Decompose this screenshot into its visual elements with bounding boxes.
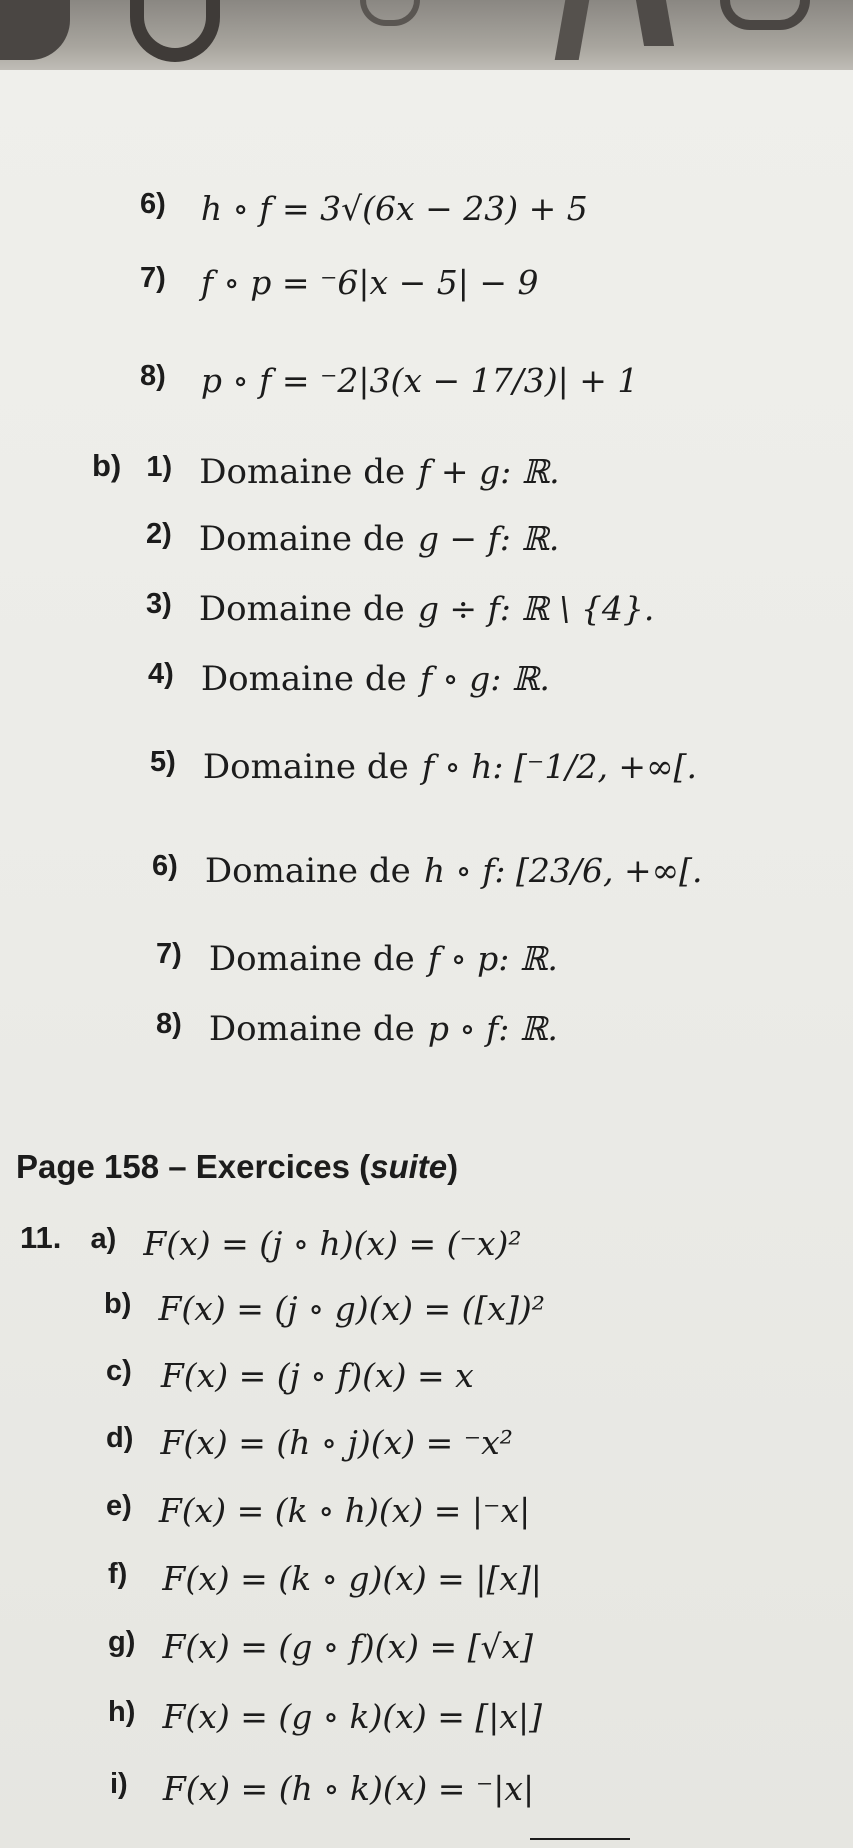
answer-line — [106, 1490, 531, 1530]
math-expression: F(x) = (k ∘ g)(x) = |[x]| — [162, 1559, 542, 1598]
math-expression: p ∘ f = ⁻2|3(x − 17/3)| + 1 — [200, 361, 639, 400]
answer-line — [20, 1220, 522, 1263]
math-expression: g − f: ℝ. — [417, 519, 560, 558]
item-label: c) — [106, 1355, 132, 1387]
background-shape — [555, 0, 590, 60]
domain-text: Domaine de — [202, 746, 409, 787]
background-shape — [130, 0, 220, 62]
answer-line — [156, 1008, 558, 1049]
item-label: 3) — [146, 588, 172, 620]
item-label: 6) — [152, 850, 178, 882]
item-label: 7) — [156, 938, 182, 970]
part-label: b) — [92, 448, 122, 483]
answer-line — [106, 1422, 513, 1462]
exercise-number: 11. — [20, 1220, 62, 1255]
math-expression: f ∘ g: ℝ. — [419, 659, 550, 698]
item-label: i) — [110, 1768, 128, 1800]
domain-text: Domaine de — [198, 588, 405, 629]
answer-line — [140, 262, 539, 302]
item-label: 4) — [148, 658, 174, 690]
answer-line — [110, 1768, 535, 1808]
answer-line — [108, 1626, 533, 1666]
answer-line — [146, 518, 560, 559]
background-shape — [720, 0, 810, 30]
item-label: a) — [90, 1223, 117, 1255]
item-label: f) — [108, 1558, 128, 1590]
math-expression: F(x) = (j ∘ f)(x) = x — [160, 1356, 474, 1395]
heading-italic-text: suite — [370, 1148, 448, 1185]
domain-text: Domaine de — [198, 518, 405, 559]
answer-line — [108, 1696, 542, 1736]
math-expression: F(x) = (j ∘ g)(x) = ([x])² — [158, 1289, 545, 1328]
math-expression: F(x) = (k ∘ h)(x) = |⁻x| — [158, 1491, 531, 1530]
answer-line — [148, 658, 550, 699]
item-label: e) — [106, 1490, 132, 1522]
math-expression: f + g: ℝ. — [418, 452, 560, 491]
item-label: 2) — [146, 518, 172, 550]
math-expression: p ∘ f: ℝ. — [427, 1009, 558, 1048]
domain-text: Domaine de — [199, 451, 406, 492]
math-expression: g ÷ f: ℝ \ {4}. — [417, 589, 655, 628]
item-label: d) — [106, 1422, 134, 1454]
heading-text-end: ) — [447, 1148, 459, 1185]
answer-line — [108, 1558, 542, 1598]
answer-line — [92, 448, 560, 492]
item-label: 5) — [150, 746, 176, 778]
answer-line — [106, 1355, 474, 1395]
domain-text: Domaine de — [204, 850, 411, 891]
item-label: 8) — [140, 360, 166, 392]
domain-text: Domaine de — [208, 1008, 415, 1049]
heading-text: Page 158 – Exercices ( — [16, 1148, 371, 1185]
math-expression: h ∘ f = 3√(6x − 23) + 5 — [200, 189, 588, 228]
math-expression: h ∘ f: [23/6, +∞[. — [423, 851, 703, 890]
item-label: 8) — [156, 1008, 182, 1040]
answer-line — [150, 746, 697, 787]
item-label: g) — [108, 1626, 136, 1658]
answer-line — [140, 360, 639, 400]
math-expression: F(x) = (j ∘ h)(x) = (⁻x)² — [143, 1224, 522, 1263]
domain-text: Domaine de — [208, 938, 415, 979]
math-expression: f ∘ h: [⁻1/2, +∞[. — [421, 747, 697, 786]
item-label: b) — [104, 1288, 132, 1320]
background-shape — [636, 0, 674, 46]
answer-line — [140, 188, 588, 228]
answer-line — [104, 1288, 545, 1328]
item-label: h) — [108, 1696, 136, 1728]
answer-line — [152, 850, 703, 891]
item-label: 7) — [140, 262, 166, 294]
domain-text: Domaine de — [200, 658, 407, 699]
math-expression: f ∘ p: ℝ. — [427, 939, 558, 978]
item-label: 6) — [140, 188, 166, 220]
answer-line — [156, 938, 558, 979]
math-expression: F(x) = (h ∘ k)(x) = ⁻|x| — [162, 1769, 535, 1808]
answer-line — [146, 588, 655, 629]
math-expression: f ∘ p = ⁻6|x − 5| − 9 — [200, 263, 539, 302]
section-heading — [16, 1150, 458, 1183]
math-expression: F(x) = (h ∘ j)(x) = ⁻x² — [160, 1423, 513, 1462]
item-label: 1) — [146, 451, 173, 483]
math-expression: F(x) = (g ∘ k)(x) = [|x|] — [162, 1697, 542, 1736]
photo-background-top — [0, 0, 853, 80]
background-shape — [360, 0, 420, 26]
divider-line — [530, 1838, 630, 1840]
math-expression: F(x) = (g ∘ f)(x) = [√x] — [162, 1627, 533, 1666]
background-shape — [0, 0, 70, 60]
